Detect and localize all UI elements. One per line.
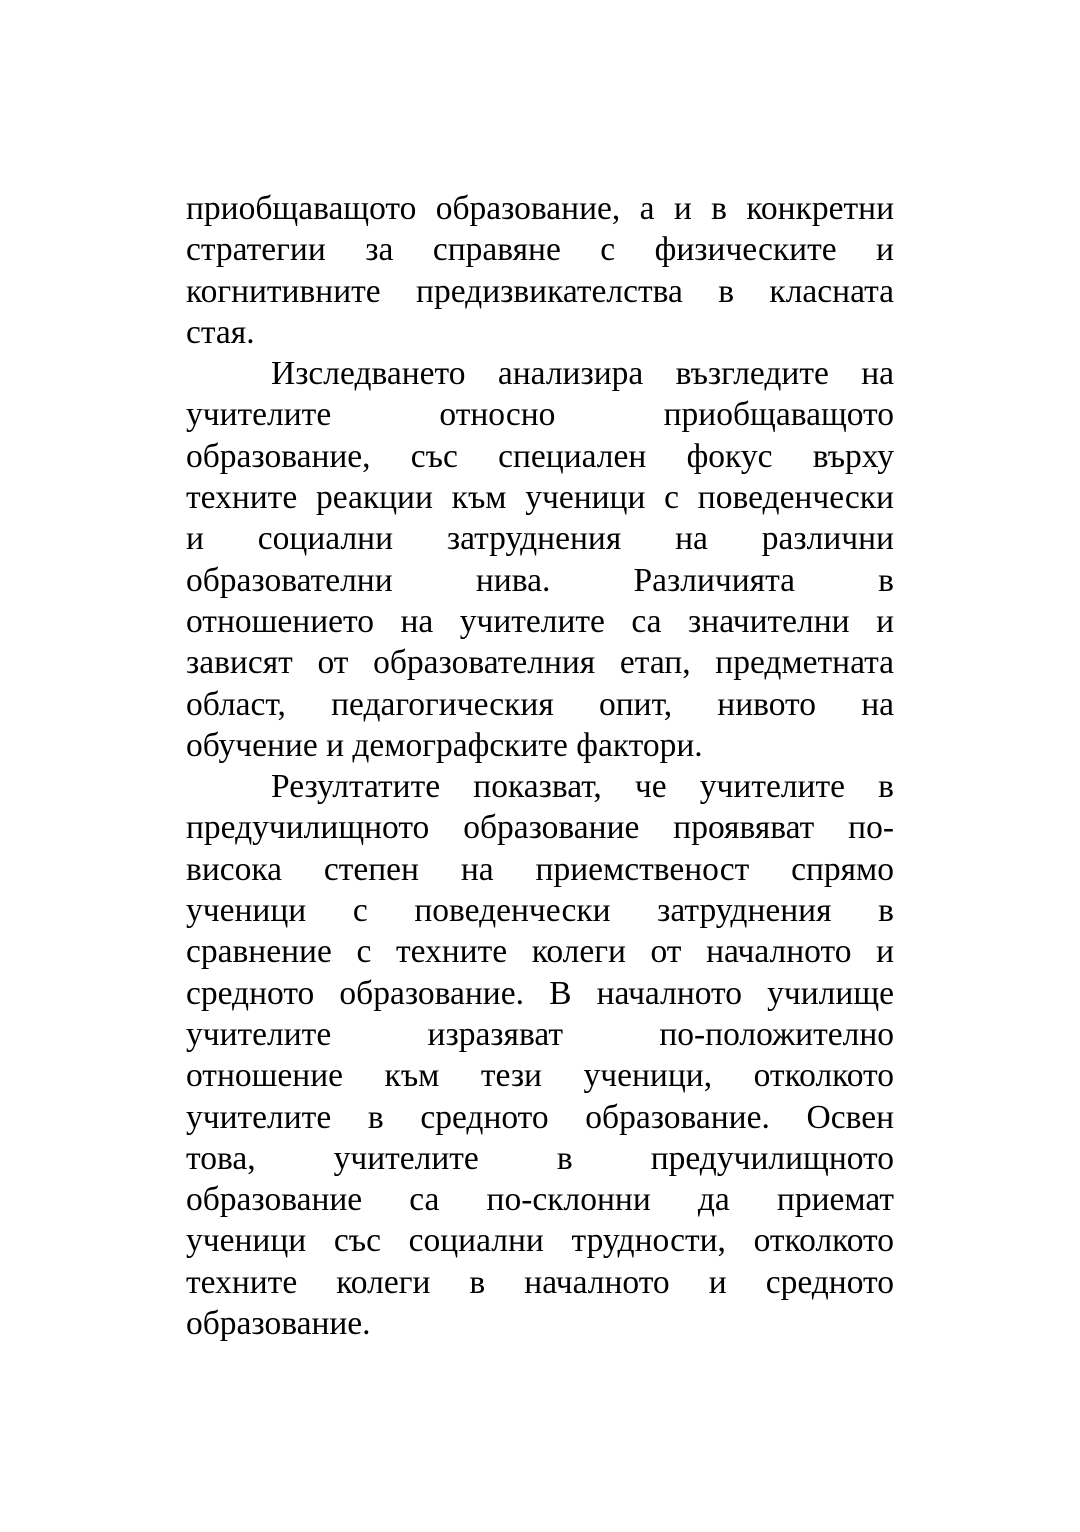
text-line: когнитивните предизвикателства в класната [186,272,894,310]
text-line: образователни нива. Различията в [186,561,894,599]
text-line: образование. [186,1305,371,1343]
text-line: Резултатите показват, че учителите в [271,768,894,806]
text-line: образование, със специален фокус върху [186,437,894,475]
text-line: стая. [186,313,255,351]
text-line: ученици с поведенчески затруднения в [186,892,894,930]
text-line: сравнение с техните колеги от началното и [186,933,894,971]
text-line: приобщаващото образование, а и в конкретни [186,190,894,227]
text-line: обучение и демографските фактори. [186,726,703,764]
paragraph-3 [186,766,894,1344]
text-line: това, учителите в предучилищното [186,1139,894,1177]
text-line: техните колеги в началното и средното [186,1263,894,1301]
text-line: висока степен на приемственост спрямо [186,850,894,888]
text-line: средното образование. В началното училище [186,974,894,1012]
text-line: учителите в средното образование. Освен [186,1098,894,1136]
text-line: Изследването анализира възгледите на [271,355,894,393]
paragraph-1 [186,188,894,353]
text-line: и социални затруднения на различни [186,520,894,558]
text-line: образование са по-склонни да приемат [186,1181,894,1219]
text-line: ученици със социални трудности, отколкото [186,1222,894,1260]
paragraph-2 [186,353,894,766]
text-line: предучилищното образование проявяват по- [186,809,894,847]
text-line: зависят от образователния етап, предметната [186,644,894,682]
text-line: техните реакции към ученици с поведенчески [186,479,894,517]
text-line: учителите изразяват по-положително [186,1015,894,1053]
text-line: учителите относно приобщаващото [186,396,894,434]
text-line: отношението на учителите са значителни и [186,602,894,640]
text-line: област, педагогическия опит, нивото на [186,685,894,723]
text-line: отношение към тези ученици, отколкото [186,1057,894,1095]
body-text [186,188,894,1344]
text-line: стратегии за справяне с физическите и [186,231,894,269]
